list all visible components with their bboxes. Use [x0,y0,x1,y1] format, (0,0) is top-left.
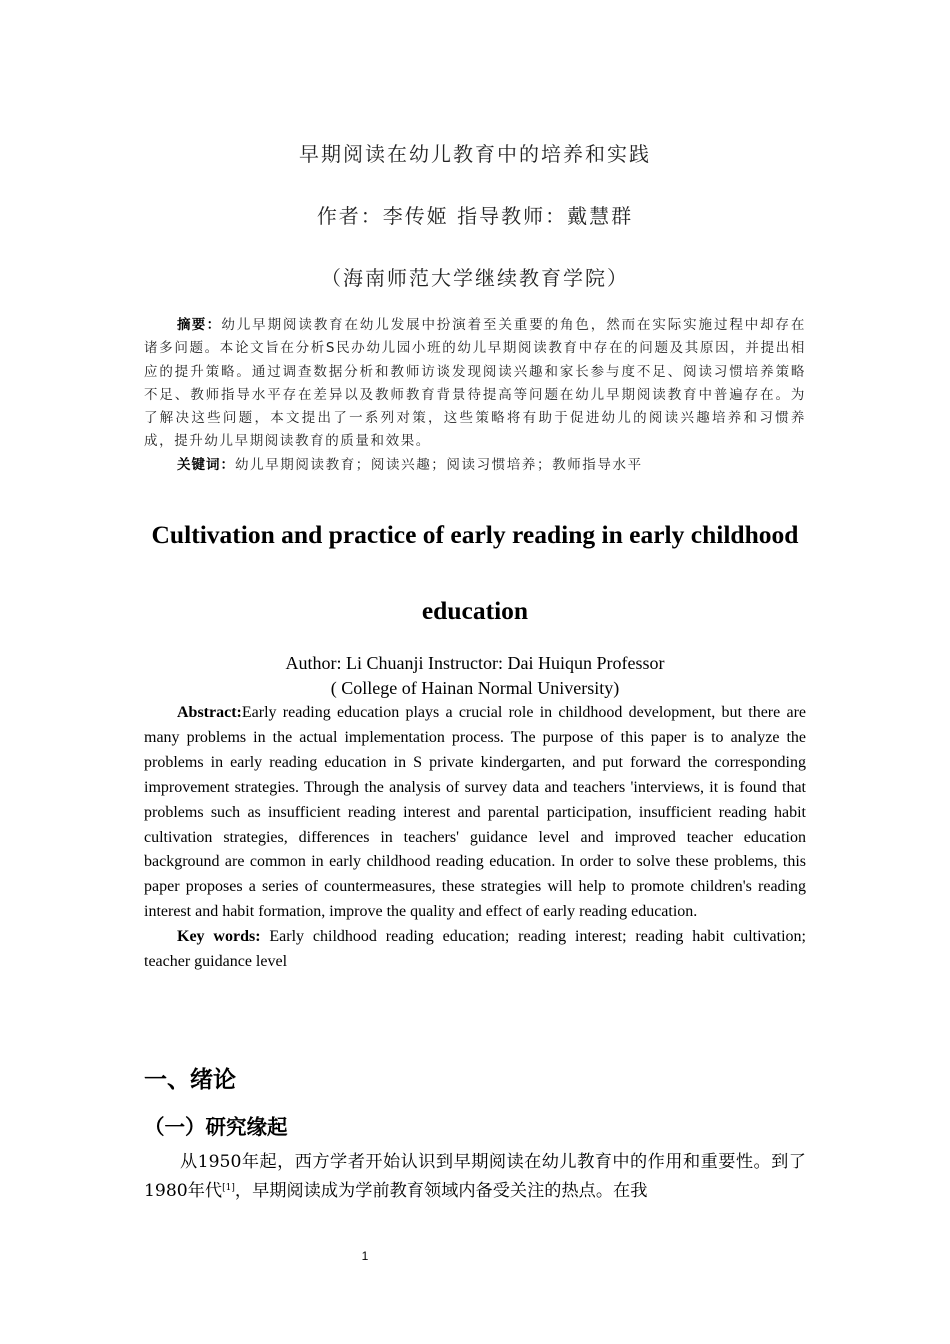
english-title-line1: Cultivation and practice of early reading in early childhood [151,520,799,549]
body-paragraph [144,1149,806,1204]
chinese-institution: （海南师范大学继续教育学院） [321,266,629,290]
english-keywords [144,925,806,975]
english-abstract-block [144,701,806,975]
body-paragraph-block [144,1149,806,1204]
english-title-line2: education [421,596,529,625]
english-abstract-label: Abstract: [177,704,242,721]
english-author-line: Author: Li Chuanji Instructor: Dai Huiqun Professor [285,653,665,673]
chinese-abstract-text: 幼儿早期阅读教育在幼儿发展中扮演着至关重要的角色，然而在实际实施过程中却存在诸多问题。本论文旨在分析S民办幼儿园小班的幼儿早期阅读教育中存在的问题及其原因，并提出相应的提升策略。通过调查数据分析和教师访谈发现阅读兴趣和家长参与度不足、阅读习惯培养策略不足、教师指导水平存在差异以及教师教育背景待提高等问题在幼儿早期阅读教育中普遍存在。为了解决这些问题，本文提出了一系列对策，这些策略将有助于促进幼儿的阅读兴趣培养和习惯养成，提升幼儿早期阅读教育的质量和效果。 [144,317,807,450]
chinese-abstract-block [144,314,806,477]
chinese-keywords [144,454,806,477]
citation-marker: [1] [222,1183,235,1193]
english-abstract [144,701,806,925]
english-keywords-label: Key words: [177,928,261,946]
english-keywords-text: Early childhood reading education; reading interest; reading habit cultivation; teacher guidance level [144,928,806,971]
subsection-heading: （一）研究缘起 [144,1115,288,1139]
chinese-author-line: 作者：李传姬 指导教师：戴慧群 [316,204,634,228]
chinese-keywords-label: 关键词： [177,456,235,473]
body-text-part2: ，早期阅读成为学前教育领域内备受关注的热点。在我 [234,1181,648,1201]
body-text-part1: 从1950年起，西方学者开始认识到早期阅读在幼儿教育中的作用和重要性。到了1980年代 [144,1152,806,1201]
section-heading: 一、绪论 [144,1067,236,1093]
chinese-abstract-label: 摘要： [177,317,222,333]
english-abstract-text: Early reading education plays a crucial role in childhood development, but there are many problems in the actual implementation process. The purpose of this paper is to analyze the problems in early reading education in S private kindergarten, and put forward the corresponding improvement strategies. Through the analysis of survey data and teachers 'interviews, it is found that problems such as insufficient reading interest and parental participation, insufficient reading habit cultivation strategies, differences in teachers' guidance level and improved teacher education background are common in early childhood reading education. In order to solve these problems, this paper proposes a series of countermeasures, these strategies will help to promote children's reading interest and habit formation, improve the quality and effect of early reading education. [144,704,806,921]
chinese-keywords-text: 幼儿早期阅读教育；阅读兴趣；阅读习惯培养；教师指导水平 [235,456,643,473]
chinese-abstract [144,314,806,454]
page-number: 1 [361,1249,369,1263]
chinese-title: 早期阅读在幼儿教育中的培养和实践 [299,142,651,166]
english-institution: ( College of Hainan Normal University) [330,678,620,698]
